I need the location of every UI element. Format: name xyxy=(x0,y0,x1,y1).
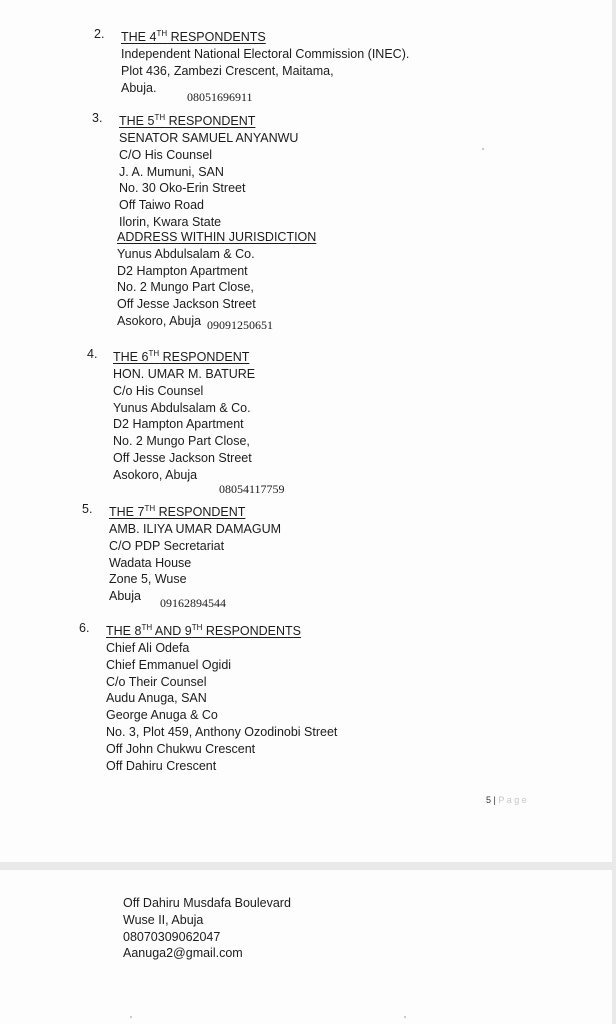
entry-number: 5. xyxy=(82,502,93,516)
address-line: Yunus Abdulsalam & Co. xyxy=(117,246,255,261)
entry-heading: THE 8TH AND 9TH RESPONDENTS xyxy=(106,623,302,639)
entry-heading: THE 5TH RESPONDENT xyxy=(119,113,256,129)
address-line: Yunus Abdulsalam & Co. xyxy=(113,400,251,415)
address-line: George Anuga & Co xyxy=(106,708,218,723)
address-line: J. A. Mumuni, SAN xyxy=(119,164,224,179)
address-continuation xyxy=(123,895,291,962)
phone-number: 09162894544 xyxy=(160,596,226,610)
address-line: D2 Hampton Apartment xyxy=(113,417,244,432)
address-line: C/O His Counsel xyxy=(119,147,213,162)
phone-number: 08070309062047 xyxy=(123,929,221,944)
address-line: Wadata House xyxy=(109,555,192,570)
address-line: Audu Anuga, SAN xyxy=(106,691,207,706)
address-within-jurisdiction-heading: ADDRESS WITHIN JURISDICTION xyxy=(117,230,317,244)
entry-number: 6. xyxy=(79,621,90,635)
entry-number: 4. xyxy=(87,347,98,361)
address-line: No. 30 Oko-Erin Street xyxy=(119,181,246,196)
address-line: C/o Their Counsel xyxy=(106,674,207,689)
address-line: Off Dahiru Crescent xyxy=(106,758,217,773)
address-line: Independent National Electoral Commission (INEC). xyxy=(121,46,410,61)
address-line: Asokoro, Abuja xyxy=(117,313,202,328)
address-line: Zone 5, Wuse xyxy=(109,572,187,587)
address-line: D2 Hampton Apartment xyxy=(117,263,248,278)
address-line: Abuja. xyxy=(121,80,157,95)
address-line: Off Taiwo Road xyxy=(119,198,205,213)
address-line: Chief Emmanuel Ogidi xyxy=(106,657,232,672)
address-line: Abuja xyxy=(109,589,141,604)
address-line: Off Jesse Jackson Street xyxy=(113,450,252,465)
scan-speck xyxy=(130,1016,132,1018)
entry-number: 3. xyxy=(92,111,103,125)
phone-number: 09091250651 xyxy=(207,318,273,332)
phone-number: 08051696911 xyxy=(187,90,253,104)
address-line: C/O PDP Secretariat xyxy=(109,538,225,553)
address-line: Off Dahiru Musdafa Boulevard xyxy=(123,896,291,910)
address-line: Off John Chukwu Crescent xyxy=(106,741,256,756)
address-line: Plot 436, Zambezi Crescent, Maitama, xyxy=(121,63,334,78)
scan-speck xyxy=(404,1016,406,1018)
entry-number: 2. xyxy=(94,27,105,41)
scan-speck xyxy=(482,148,484,150)
document-page-6 xyxy=(0,870,612,1024)
address-line: C/o His Counsel xyxy=(113,383,204,398)
email-address: Aanuga2@gmail.com xyxy=(123,946,243,961)
address-line: Ilorin, Kwara State xyxy=(119,214,222,229)
address-line: Off Jesse Jackson Street xyxy=(117,297,256,312)
address-line: Wuse II, Abuja xyxy=(123,912,204,927)
address-line: No. 2 Mungo Part Close, xyxy=(113,434,250,449)
address-line: HON. UMAR M. BATURE xyxy=(113,366,256,381)
address-line: SENATOR SAMUEL ANYANWU xyxy=(119,130,299,145)
address-line: AMB. ILIYA UMAR DAMAGUM xyxy=(109,521,282,536)
phone-number: 08054117759 xyxy=(219,482,285,496)
page-number: 5 | P a g e xyxy=(486,795,527,805)
entry-heading: THE 4TH RESPONDENTS xyxy=(121,29,266,45)
entry-heading: THE 6TH RESPONDENT xyxy=(113,349,250,365)
entry-heading: THE 7TH RESPONDENT xyxy=(109,504,246,520)
address-line: No. 2 Mungo Part Close, xyxy=(117,280,254,295)
address-line: No. 3, Plot 459, Anthony Ozodinobi Street xyxy=(106,724,338,739)
address-line: Chief Ali Odefa xyxy=(106,640,190,655)
address-line: Asokoro, Abuja xyxy=(113,467,198,482)
